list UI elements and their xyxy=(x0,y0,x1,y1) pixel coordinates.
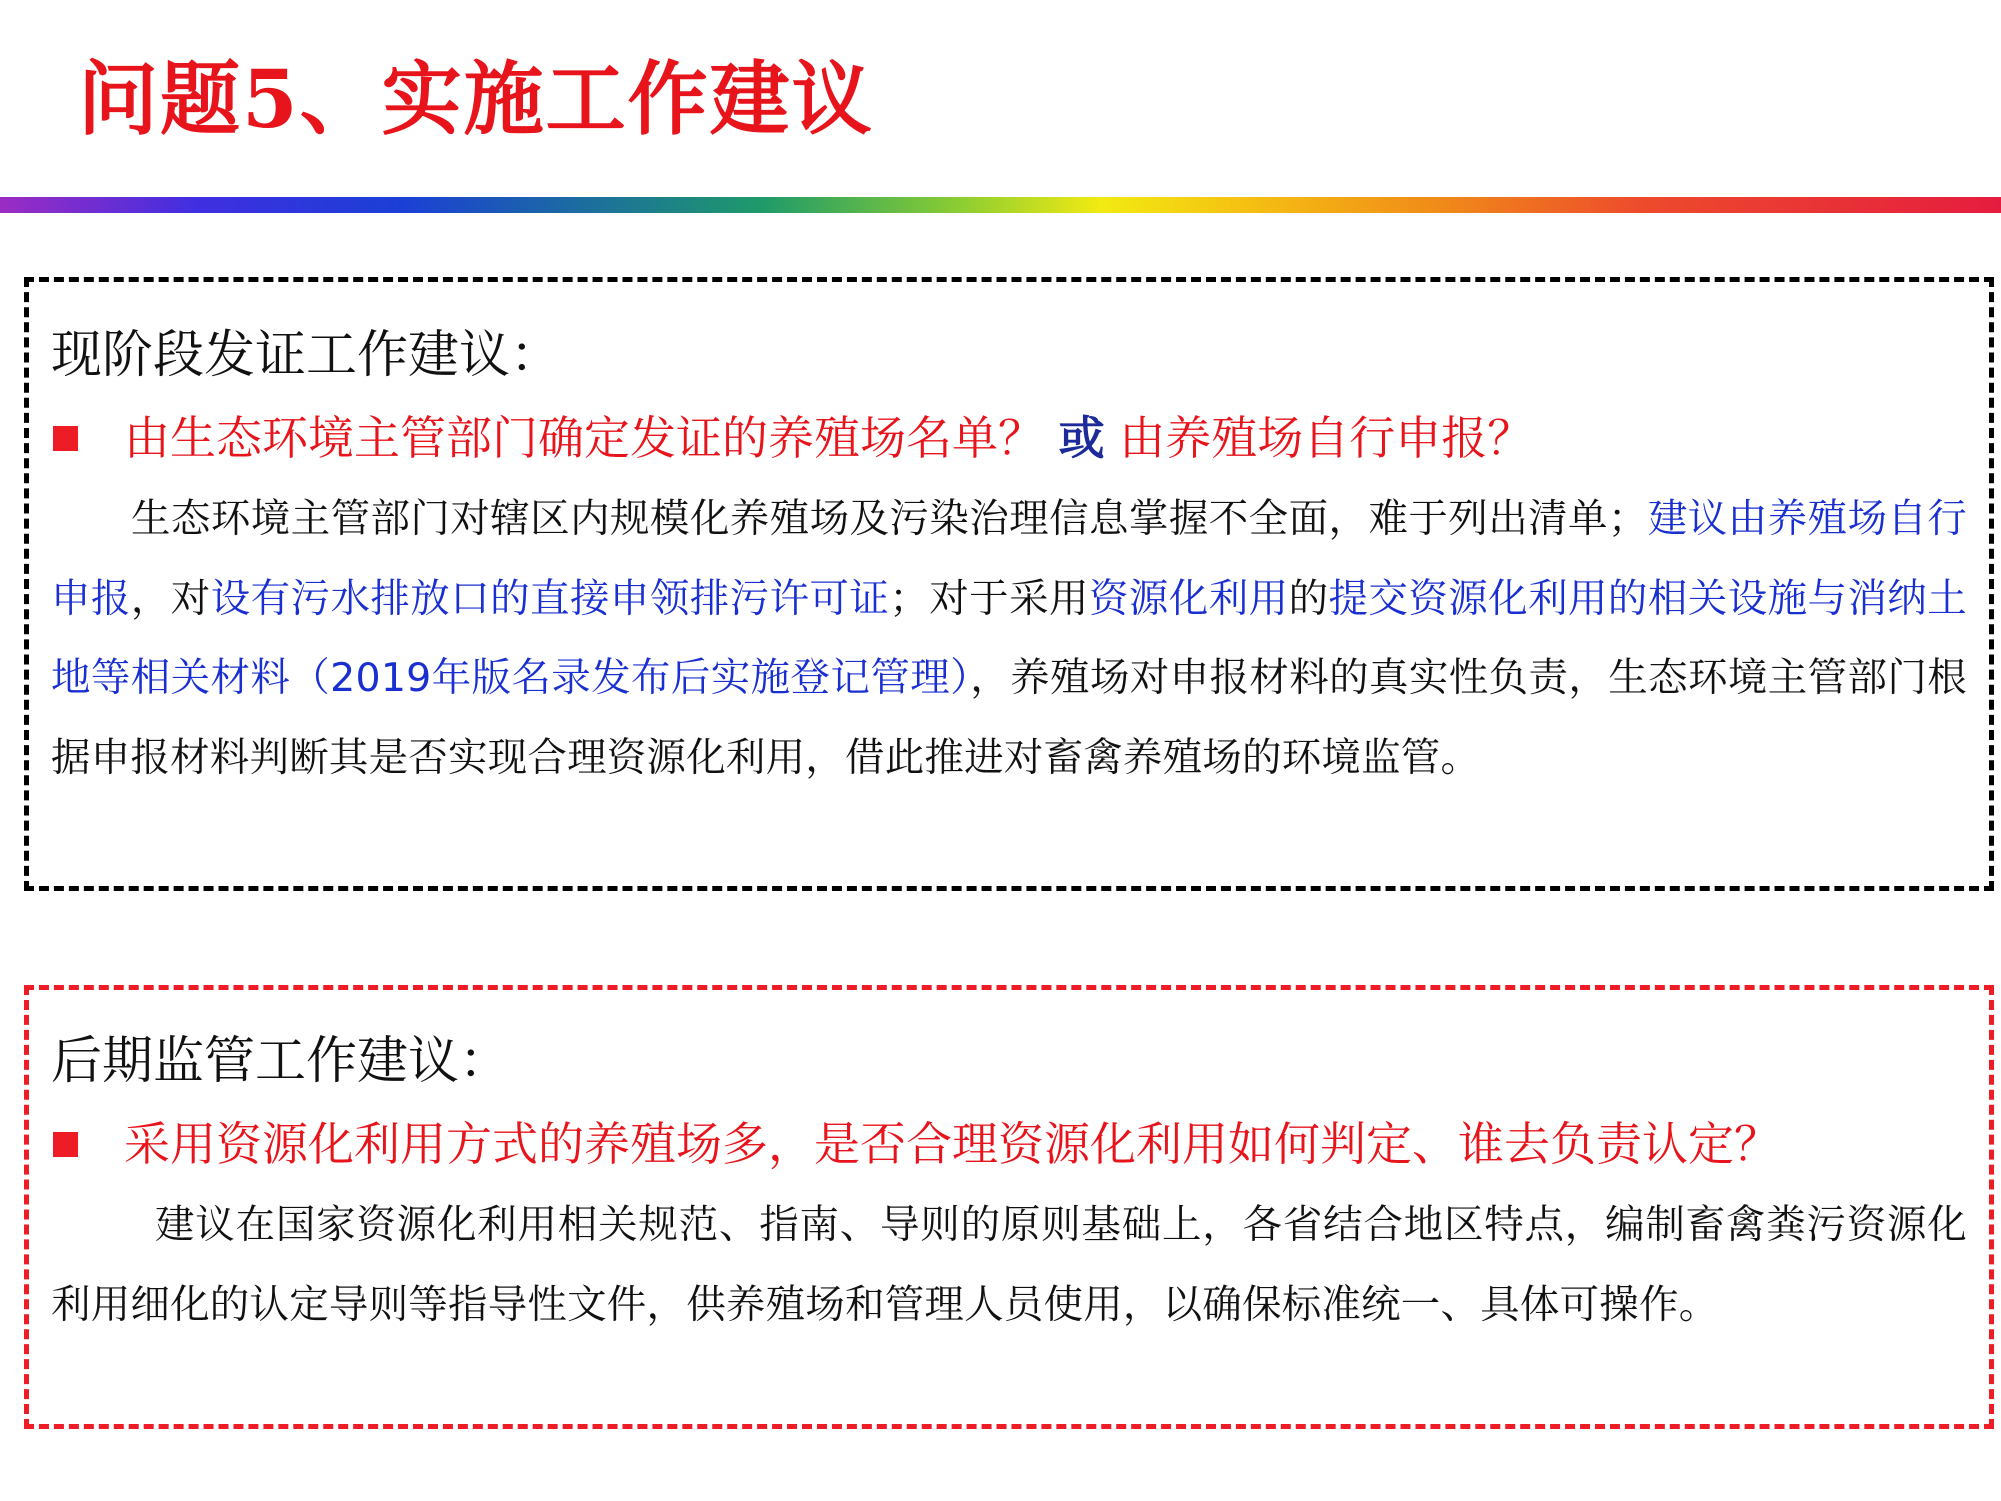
para-segment-highlight: 资源化利用 xyxy=(1088,575,1289,622)
section1-paragraph xyxy=(51,480,1967,798)
section2-paragraph: 建议在国家资源化利用相关规范、指南、导则的原则基础上，各省结合地区特点，编制畜禽粪污资源化利用细化的认定导则等指导性文件，供养殖场和管理人员使用，以确保标准统一、具体可操作。 xyxy=(51,1202,1967,1328)
para-segment: 的 xyxy=(1288,575,1329,622)
question-or: 或 xyxy=(1058,411,1105,465)
section2-heading: 后期监管工作建议： xyxy=(51,1032,511,1091)
para-segment: ，养殖场对申报材料的真实性负责，生态环境主管部门根据申报材料判断其是否实现合理资源化利用，借此推进对畜禽养殖场的环境监管。 xyxy=(51,655,1968,781)
para-segment: ，对 xyxy=(130,575,211,622)
bullet-square-icon xyxy=(53,1132,78,1157)
section1-heading: 现阶段发证工作建议： xyxy=(51,326,562,385)
question-part1: 由生态环境主管部门确定发证的养殖场名单？ xyxy=(124,411,1044,465)
para-segment-highlight: 设有污水排放口的直接申领排污许可证 xyxy=(210,575,890,622)
question-part2: 由养殖场自行申报？ xyxy=(1119,411,1534,465)
para-segment-highlight: 建议由养殖场自行申报 xyxy=(51,496,1967,622)
later-supervision-box xyxy=(24,985,1994,1429)
para-segment-highlight: 提交资源化利用的相关设施与消纳土地等相关材料（2019年版名录发布后实施登记管理） xyxy=(51,575,1967,701)
current-stage-box xyxy=(24,277,1994,891)
section2-question-text: 采用资源化利用方式的养殖场多，是否合理资源化利用如何判定、谁去负责认定？ xyxy=(124,1117,1780,1171)
bullet-square-icon xyxy=(53,426,78,451)
section2-question xyxy=(51,1102,1967,1186)
page-title: 问题5、实施工作建议 xyxy=(78,52,874,146)
section1-question xyxy=(51,396,1967,480)
para-segment: ；对于采用 xyxy=(889,575,1089,622)
rainbow-divider xyxy=(0,197,2001,213)
para-segment: 生态环境主管部门对辖区内规模化养殖场及污染治理信息掌握不全面，难于列出清单； xyxy=(131,496,1648,542)
